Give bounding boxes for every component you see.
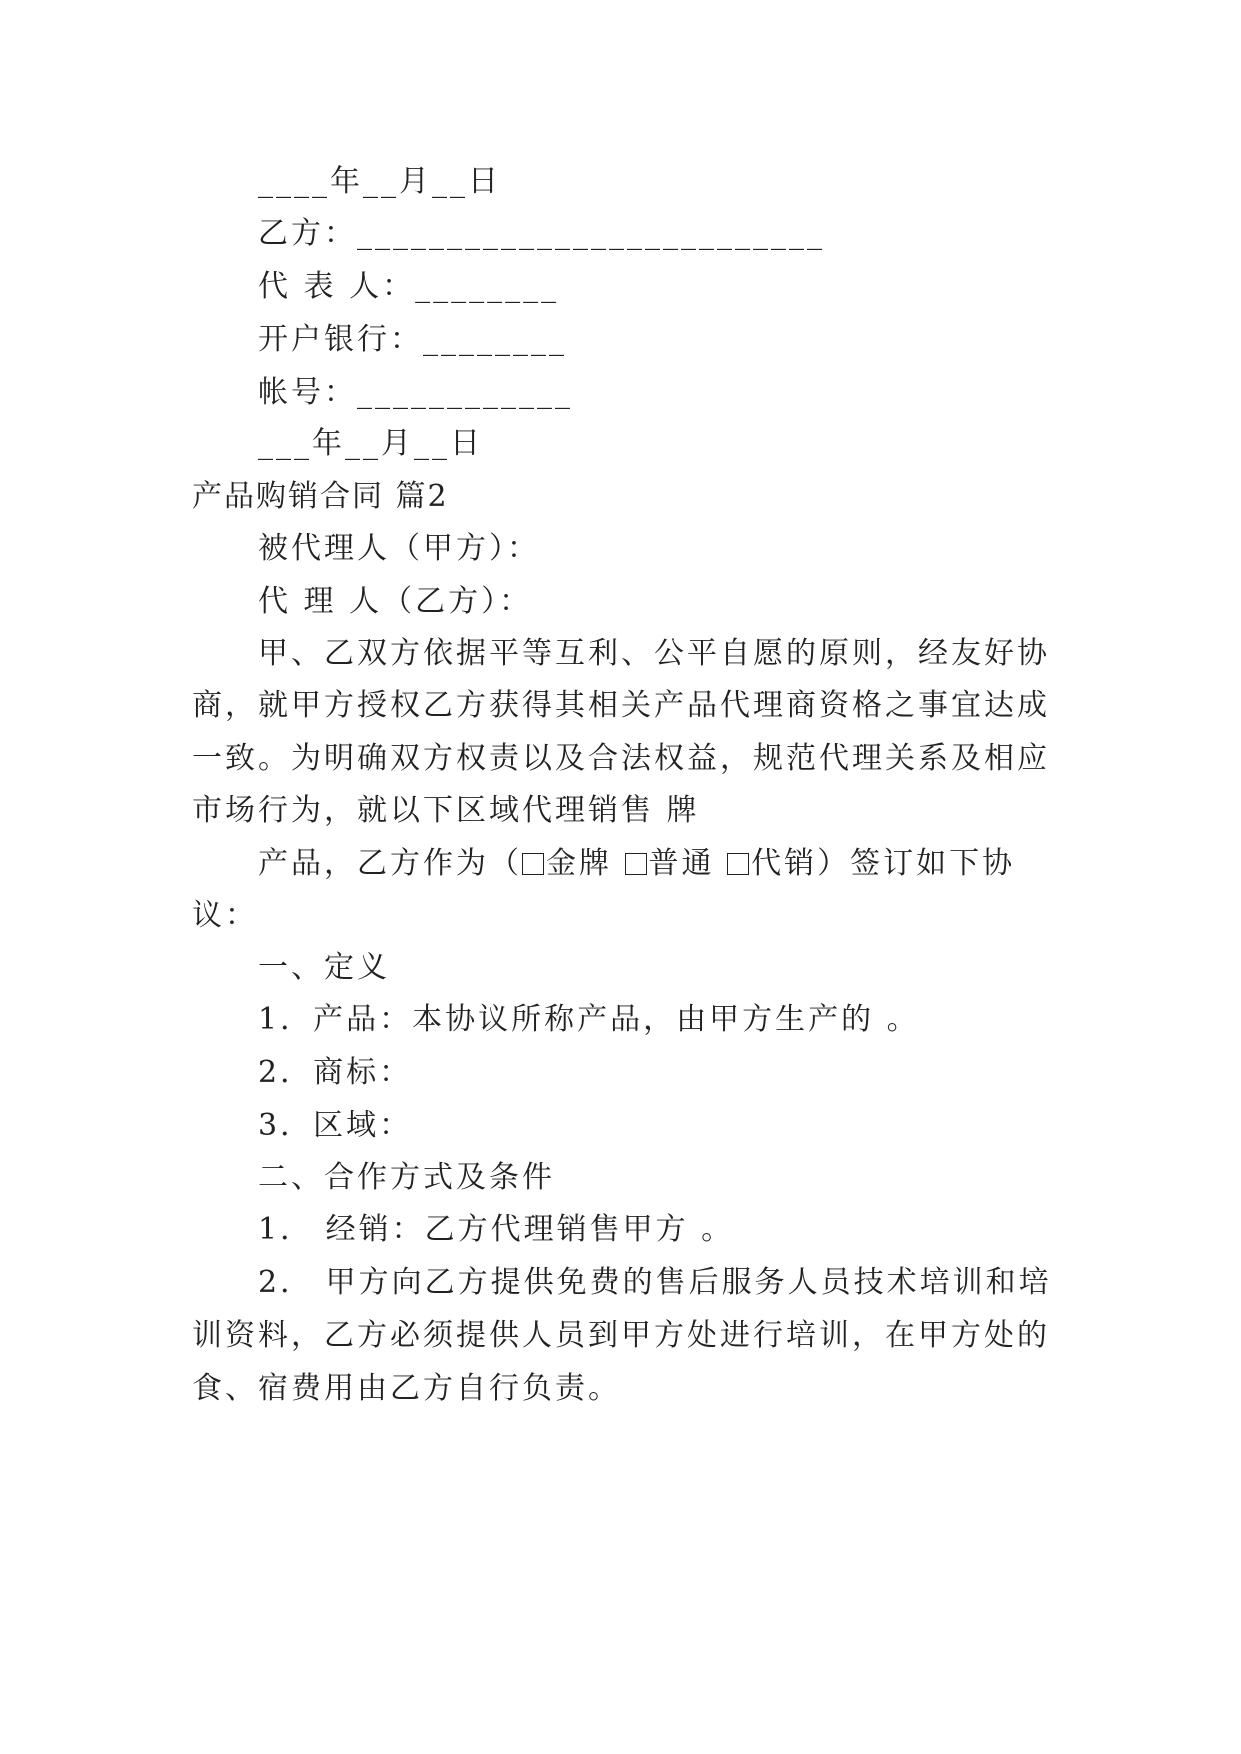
intro-line-3: 一致。为明确双方权责以及合法权益，规范代理关系及相应 xyxy=(192,741,1050,776)
party-b-label: 乙方： xyxy=(258,216,357,251)
agent-line: 代 理 人（乙方）： xyxy=(258,584,533,619)
gold-option-label: 金牌 xyxy=(546,846,612,881)
clause-2-item-2-line-2: 训资料，乙方必须提供人员到甲方处进行培训，在甲方处的 xyxy=(192,1318,1050,1353)
representative-label: 代 表 人： xyxy=(258,269,416,304)
clause-2-item-2-line-1: 2． 甲方向乙方提供免费的售后服务人员技术培训和培 xyxy=(258,1265,1052,1300)
account-blank: ____________ xyxy=(357,375,573,410)
principal-line: 被代理人（甲方）： xyxy=(258,531,540,566)
clause-2-item-1: 1． 经销：乙方代理销售甲方 。 xyxy=(258,1212,735,1247)
party-b-blank: __________________________ xyxy=(357,216,825,251)
product-prefix: 产品，乙方作为（ xyxy=(258,846,522,881)
clause-2-item-2-line-3: 食、宿费用由乙方自行负责。 xyxy=(192,1371,621,1406)
product-type-line xyxy=(192,844,1118,884)
gold-checkbox[interactable] xyxy=(522,853,544,875)
intro-line-1: 甲、乙双方依据平等互利、公平自愿的原则，经友好协 xyxy=(258,636,1050,671)
section-title: 产品购销合同 篇2 xyxy=(192,479,449,514)
normal-checkbox[interactable] xyxy=(625,853,647,875)
representative-blank: ________ xyxy=(415,269,560,304)
clause-1-item-3: 3．区域： xyxy=(258,1108,413,1143)
product-suffix: ）签订如下协 xyxy=(817,846,1016,881)
intro-line-4: 市场行为，就以下区域代理销售 牌 xyxy=(192,793,700,828)
representative-line xyxy=(192,267,1118,307)
bank-blank: ________ xyxy=(423,322,567,357)
bank-line xyxy=(192,320,1118,360)
product-tail-line: 议： xyxy=(192,898,258,933)
normal-option-label: 普通 xyxy=(648,846,715,881)
account-label: 帐号： xyxy=(258,375,357,410)
consign-checkbox[interactable] xyxy=(727,853,749,875)
bank-label: 开户银行： xyxy=(258,322,423,357)
clause-1-item-2: 2．商标： xyxy=(258,1055,413,1090)
consign-option-label: 代销 xyxy=(751,846,818,881)
party-b-line xyxy=(192,214,1118,254)
clause-2-title: 二、合作方式及条件 xyxy=(258,1160,555,1195)
date-line-b: ___年__月__日 xyxy=(258,426,483,461)
clause-1-title: 一、定义 xyxy=(258,950,390,985)
date-line-a: ____年__月__日 xyxy=(258,164,501,199)
intro-line-2: 商，就甲方授权乙方获得其相关产品代理商资格之事宜达成 xyxy=(192,688,1050,723)
account-line xyxy=(192,373,1118,413)
clause-1-item-1: 1．产品：本协议所称产品，由甲方生产的 。 xyxy=(258,1002,920,1037)
